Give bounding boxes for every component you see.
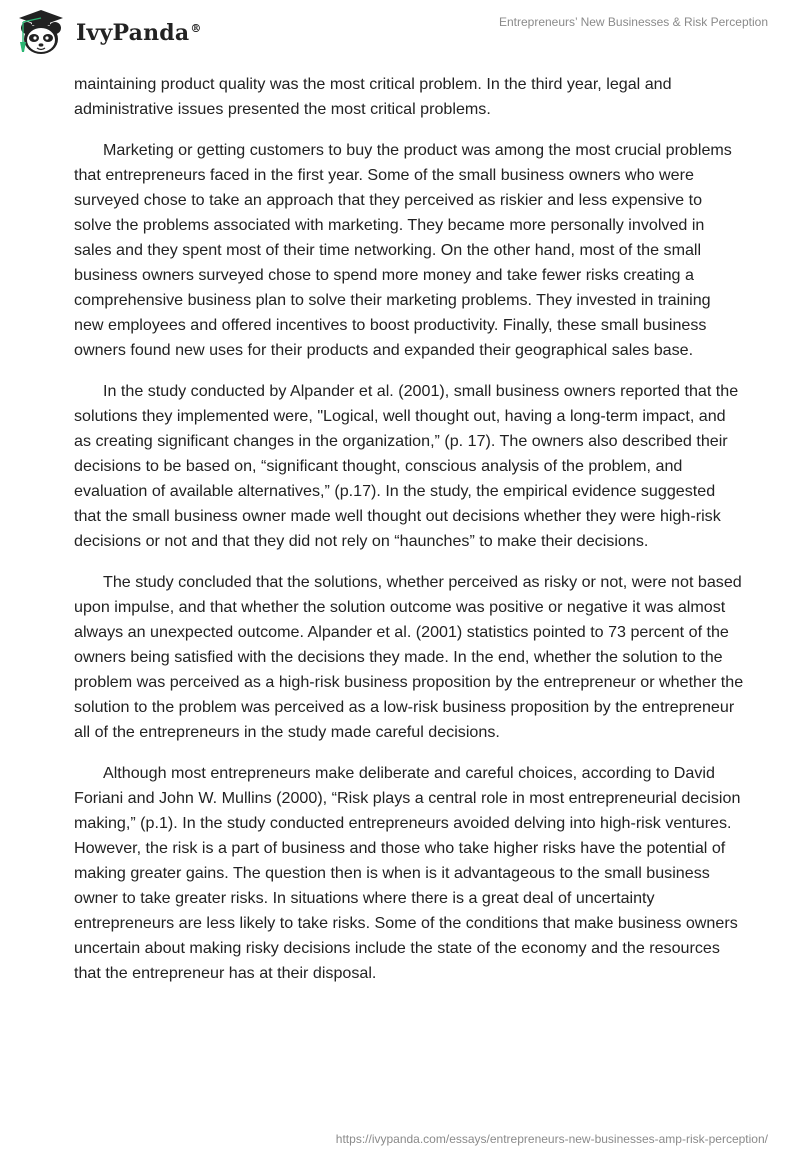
paragraph-alpander-study: In the study conducted by Alpander et al. (2001), small business owners reported that the solutions they implemented were, "Logical, well thought out, having a long-term impact, and as creating significant changes in the organization,” (p. 17). The owners also described their decisions to be based on, “significant thought, conscious analysis of the problem, and evaluation of available alternatives,” (p.17). In the study, the empirical evidence suggested that the small business owner made well thought out decisions whether they were high-risk decisions or not and that they did not rely on “haunches” to make their decisions. bbox=[74, 382, 739, 550]
ivypanda-logo[interactable] bbox=[14, 8, 202, 58]
paragraph-study-conclusion: The study concluded that the solutions, whether perceived as risky or not, were not based upon impulse, and that whether the solution outcome was positive or negative it was almost always an unexpected outcome. Alpander et al. (2001) statistics pointed to 73 percent of the owners being satisfied with the decisions they made. In the end, whether the solution to the problem was perceived as a high-risk business proposition by the entrepreneur or whether the solution to the problem was perceived as a low-risk business proposition by the entrepreneur all of the entrepreneurs in the study made careful decisions. bbox=[74, 573, 744, 741]
essay-body bbox=[74, 72, 744, 1002]
document-title: Entrepreneurs’ New Businesses & Risk Perception bbox=[498, 15, 768, 29]
paragraph-marketing: Marketing or getting customers to buy the product was among the most crucial problems that entrepreneurs faced in the first year. Some of the small business owners who were surveyed chose to take an approach that they perceived as riskier and less expensive to solve the problems associated with marketing. They became more personally involved in sales and they spent most of their time networking. On the other hand, most of the small business owners surveyed chose to spend more money and take fewer risks creating a comprehensive business plan to solve their marketing problems. They invested in training new employees and offered incentives to boost productivity. Finally, these small business owners found new uses for their products and expanded their geographical sales base. bbox=[74, 141, 732, 359]
paragraph-risk-role: Although most entrepreneurs make deliberate and careful choices, according to David Foriani and John W. Mullins (2000), “Risk plays a central role in most entrepreneurial decision making,” (p.1). In the study conducted entrepreneurs avoided delving into high-risk ventures. However, the risk is a part of business and those who take higher risks have the potential of making greater gains. The question then is when is it advantageous to the small business owner to take greater risks. In situations where there is a great deal of uncertainty entrepreneurs are less likely to take risks. Some of the conditions that make business owners uncertain about making risky decisions include the state of the economy and the resources that the entrepreneur has at their disposal. bbox=[74, 764, 741, 982]
registered-mark: ® bbox=[190, 21, 202, 35]
logo-wordmark: IvyPanda® bbox=[76, 20, 202, 46]
panda-graduate-icon bbox=[14, 8, 72, 58]
source-url[interactable]: https://ivypanda.com/essays/entrepreneurs-new-businesses-amp-risk-perception/ bbox=[335, 1132, 768, 1146]
page-header bbox=[0, 0, 800, 64]
paragraph-continuation: maintaining product quality was the most critical problem. In the third year, legal and administrative issues presented the most critical problems. bbox=[74, 75, 672, 118]
